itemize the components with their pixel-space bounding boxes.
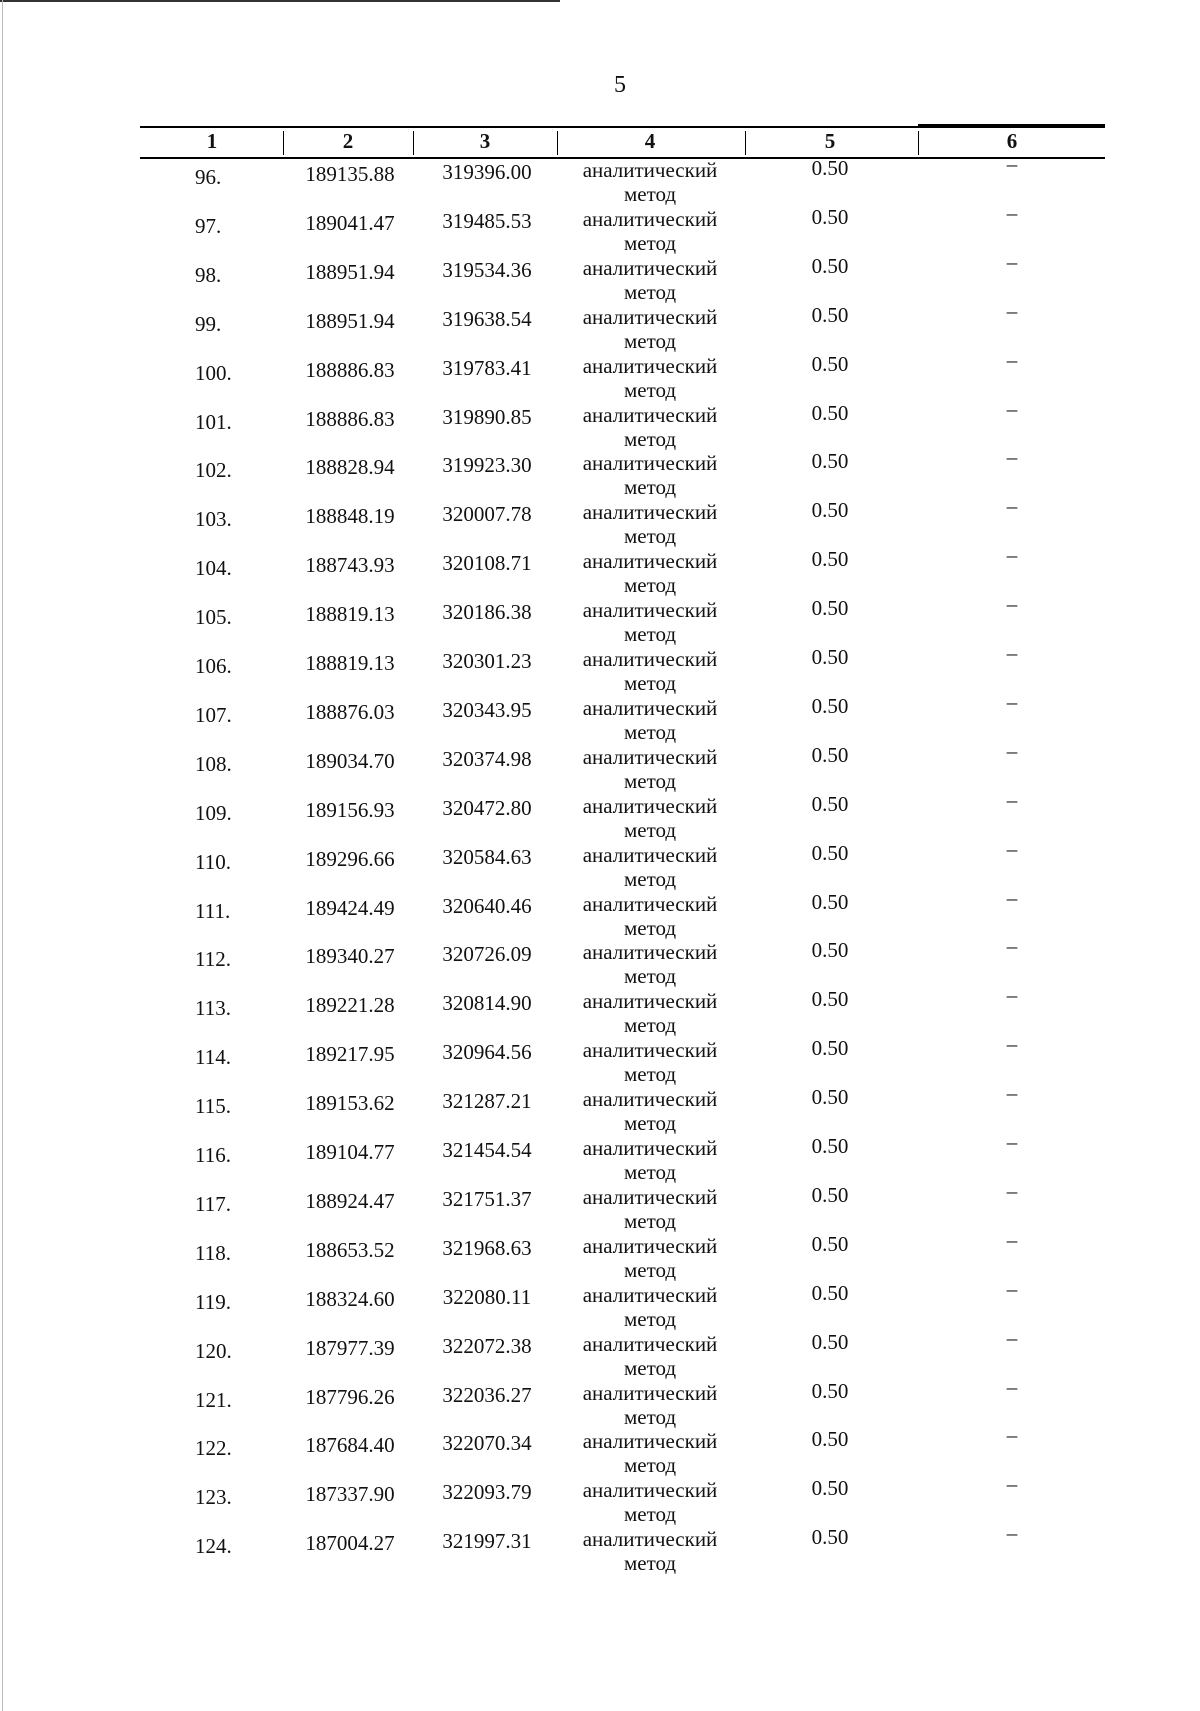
- method-line-1: аналитический: [582, 402, 718, 427]
- cell-point-number: 112.: [195, 947, 231, 972]
- cell-note: –: [1006, 836, 1018, 861]
- method-line-1: аналитический: [582, 940, 718, 965]
- header-col-4: 4: [644, 129, 656, 153]
- cell-coordinate-x: 189104.77: [305, 1140, 395, 1164]
- cell-point-number: 110.: [195, 849, 231, 874]
- method-line-1: аналитический: [582, 255, 718, 280]
- cell-coordinate-y: 320374.98: [442, 746, 532, 771]
- cell-coordinate-y: 322070.34: [442, 1431, 532, 1456]
- cell-accuracy: 0.50: [811, 938, 849, 963]
- cell-method: [560, 1185, 740, 1233]
- method-line-2: метод: [623, 377, 677, 402]
- cell-coordinate-x: 188848.19: [305, 504, 395, 529]
- method-line-1: аналитический: [582, 744, 718, 769]
- cell-point-number: 111.: [195, 898, 231, 923]
- cell-coordinate-x: 189156.93: [305, 797, 395, 822]
- header-col-3: 3: [479, 129, 491, 153]
- cell-coordinate-y: 320186.38: [442, 600, 532, 625]
- method-line-2: метод: [623, 1257, 677, 1282]
- cell-coordinate-x: 188324.60: [305, 1286, 395, 1311]
- cell-coordinate-y: 320007.78: [442, 502, 532, 527]
- method-line-1: аналитический: [582, 353, 718, 378]
- method-line-1: аналитический: [582, 1429, 718, 1454]
- cell-coordinate-x: 187796.26: [305, 1384, 395, 1409]
- cell-point-number: 114.: [195, 1045, 231, 1070]
- method-line-2: метод: [623, 964, 677, 989]
- cell-note: –: [1006, 1276, 1018, 1301]
- method-line-1: аналитический: [582, 647, 718, 671]
- method-line-1: аналитический: [582, 1331, 718, 1356]
- cell-accuracy: 0.50: [811, 1085, 849, 1110]
- header-col-2: 2: [342, 129, 354, 153]
- cell-coordinate-x: 189135.88: [305, 162, 395, 186]
- method-line-2: метод: [623, 719, 677, 744]
- cell-coordinate-y: 320472.80: [442, 795, 532, 820]
- cell-method: [560, 549, 740, 597]
- method-line-1: аналитический: [582, 842, 718, 867]
- cell-point-number: 100.: [195, 360, 232, 385]
- cell-method: [560, 1332, 740, 1380]
- cell-coordinate-y: 322080.11: [442, 1284, 532, 1309]
- header-col-6: 6: [1006, 129, 1018, 153]
- method-line-1: аналитический: [582, 989, 718, 1014]
- cell-point-number: 99.: [195, 311, 222, 336]
- method-line-2: метод: [623, 1160, 677, 1184]
- method-line-2: метод: [623, 230, 677, 255]
- method-line-1: аналитический: [582, 1527, 718, 1552]
- cell-note: –: [1006, 1325, 1018, 1350]
- method-line-1: аналитический: [582, 304, 718, 329]
- cell-point-number: 103.: [195, 507, 232, 532]
- method-line-2: метод: [623, 671, 677, 695]
- cell-accuracy: 0.50: [811, 840, 849, 865]
- method-line-2: метод: [623, 279, 677, 304]
- cell-method: [560, 1087, 740, 1135]
- cell-coordinate-y: 320584.63: [442, 844, 532, 869]
- cell-coordinate-y: 321454.54: [442, 1138, 532, 1162]
- cell-coordinate-x: 188819.13: [305, 651, 395, 675]
- cell-point-number: 104.: [195, 556, 232, 581]
- cell-note: –: [1006, 249, 1018, 274]
- cell-note: –: [1006, 396, 1018, 421]
- cell-coordinate-y: 321287.21: [442, 1089, 532, 1114]
- cell-point-number: 102.: [195, 458, 232, 483]
- cell-coordinate-y: 320640.46: [442, 893, 532, 918]
- cell-coordinate-x: 188819.13: [305, 602, 395, 627]
- cell-point-number: 98.: [195, 262, 222, 287]
- method-line-2: метод: [623, 426, 677, 451]
- method-line-1: аналитический: [582, 500, 718, 525]
- cell-coordinate-x: 189296.66: [305, 846, 395, 871]
- cell-note: –: [1006, 787, 1018, 812]
- cell-coordinate-y: 320726.09: [442, 942, 532, 967]
- cell-method: [560, 647, 740, 695]
- cell-method: [560, 598, 740, 646]
- cell-note: –: [1006, 1081, 1018, 1106]
- method-line-2: метод: [623, 817, 677, 842]
- cell-coordinate-x: 188876.03: [305, 699, 395, 724]
- cell-note: –: [1006, 347, 1018, 372]
- cell-method: [560, 1381, 740, 1429]
- cell-point-number: 122.: [195, 1436, 232, 1461]
- cell-accuracy: 0.50: [811, 1329, 849, 1354]
- cell-point-number: 124.: [195, 1534, 232, 1559]
- method-line-1: аналитический: [582, 891, 718, 916]
- cell-method: [560, 794, 740, 842]
- cell-coordinate-x: 189217.95: [305, 1042, 395, 1067]
- cell-point-number: 109.: [195, 800, 232, 825]
- cell-method: [560, 745, 740, 793]
- cell-method: [560, 354, 740, 402]
- cell-note: –: [1006, 592, 1018, 617]
- cell-method: [560, 696, 740, 744]
- page-number: 5: [614, 72, 626, 98]
- cell-accuracy: 0.50: [811, 1378, 849, 1403]
- method-line-2: метод: [623, 768, 677, 793]
- cell-accuracy: 0.50: [811, 742, 849, 767]
- cell-accuracy: 0.50: [811, 547, 849, 572]
- cell-note: –: [1006, 200, 1018, 225]
- method-line-1: аналитический: [582, 1136, 718, 1160]
- cell-point-number: 123.: [195, 1485, 232, 1510]
- cell-method: [560, 892, 740, 940]
- cell-coordinate-y: 322036.27: [442, 1382, 532, 1407]
- cell-note: –: [1006, 1227, 1018, 1252]
- cell-note: –: [1006, 1374, 1018, 1399]
- method-line-2: метод: [623, 1404, 677, 1429]
- method-line-2: метод: [623, 1355, 677, 1380]
- method-line-1: аналитический: [582, 1038, 718, 1063]
- cell-coordinate-y: 320301.23: [442, 649, 532, 673]
- cell-point-number: 96.: [195, 165, 222, 189]
- cell-note: –: [1006, 1423, 1018, 1448]
- cell-note: –: [1006, 934, 1018, 959]
- cell-note: –: [1006, 494, 1018, 519]
- cell-coordinate-x: 188886.83: [305, 357, 395, 382]
- cell-coordinate-x: 187004.27: [305, 1531, 395, 1556]
- method-line-2: метод: [623, 573, 677, 598]
- cell-method: [560, 1478, 740, 1526]
- cell-point-number: 105.: [195, 605, 232, 630]
- cell-method: [560, 403, 740, 451]
- method-line-2: метод: [623, 524, 677, 549]
- cell-note: –: [1006, 1178, 1018, 1203]
- cell-note: –: [1006, 885, 1018, 910]
- method-line-1: аналитический: [582, 598, 718, 623]
- cell-coordinate-x: 188924.47: [305, 1188, 395, 1213]
- cell-coordinate-y: 319638.54: [442, 306, 532, 331]
- cell-method: [560, 1038, 740, 1086]
- method-line-2: метод: [623, 328, 677, 353]
- cell-coordinate-x: 188828.94: [305, 455, 395, 480]
- cell-accuracy: 0.50: [811, 1427, 849, 1452]
- cell-accuracy: 0.50: [811, 1182, 849, 1207]
- cell-accuracy: 0.50: [811, 156, 849, 180]
- cell-coordinate-x: 187977.39: [305, 1335, 395, 1360]
- cell-coordinate-y: 320964.56: [442, 1040, 532, 1065]
- cell-coordinate-x: 188951.94: [305, 259, 395, 284]
- cell-coordinate-x: 189041.47: [305, 210, 395, 235]
- cell-method: [560, 1283, 740, 1331]
- cell-method: [560, 207, 740, 255]
- method-line-1: аналитический: [582, 549, 718, 574]
- method-line-1: аналитический: [582, 1282, 718, 1307]
- method-line-2: метод: [623, 182, 677, 206]
- cell-point-number: 113.: [195, 996, 231, 1021]
- cell-method: [560, 843, 740, 891]
- cell-coordinate-x: 189034.70: [305, 748, 395, 773]
- cell-point-number: 116.: [195, 1143, 231, 1167]
- cell-coordinate-x: 189340.27: [305, 944, 395, 969]
- method-line-1: аналитический: [582, 1478, 718, 1503]
- method-line-2: метод: [623, 1453, 677, 1478]
- cell-note: –: [1006, 298, 1018, 323]
- cell-point-number: 108.: [195, 751, 232, 776]
- cell-note: –: [1006, 445, 1018, 470]
- cell-note: –: [1006, 738, 1018, 763]
- cell-method: [560, 500, 740, 548]
- method-line-1: аналитический: [582, 1087, 718, 1112]
- cell-coordinate-y: 319534.36: [442, 257, 532, 282]
- method-line-1: аналитический: [582, 451, 718, 476]
- cell-coordinate-x: 187684.40: [305, 1433, 395, 1458]
- cell-point-number: 119.: [195, 1289, 231, 1314]
- method-line-2: метод: [623, 1306, 677, 1331]
- cell-note: –: [1006, 1521, 1018, 1546]
- cell-accuracy: 0.50: [811, 400, 849, 425]
- cell-coordinate-x: 188743.93: [305, 553, 395, 578]
- cell-coordinate-x: 188653.52: [305, 1237, 395, 1262]
- cell-accuracy: 0.50: [811, 351, 849, 376]
- cell-coordinate-x: 188886.83: [305, 406, 395, 431]
- cell-accuracy: 0.50: [811, 987, 849, 1012]
- cell-note: –: [1006, 1130, 1018, 1154]
- cell-point-number: 117.: [195, 1191, 231, 1216]
- cell-method: [560, 158, 740, 206]
- method-line-2: метод: [623, 1502, 677, 1527]
- method-line-1: аналитический: [582, 793, 718, 818]
- cell-coordinate-y: 322072.38: [442, 1333, 532, 1358]
- cell-coordinate-y: 320343.95: [442, 697, 532, 722]
- method-line-2: метод: [623, 622, 677, 647]
- method-line-2: метод: [623, 1551, 677, 1576]
- cell-note: –: [1006, 1032, 1018, 1057]
- cell-coordinate-x: 188951.94: [305, 308, 395, 333]
- cell-coordinate-x: 189153.62: [305, 1091, 395, 1116]
- method-line-1: аналитический: [582, 206, 718, 231]
- cell-coordinate-y: 320814.90: [442, 991, 532, 1016]
- cell-accuracy: 0.50: [811, 791, 849, 816]
- header-col-5: 5: [824, 129, 836, 153]
- cell-accuracy: 0.50: [811, 204, 849, 229]
- method-line-1: аналитический: [582, 158, 718, 182]
- cell-point-number: 121.: [195, 1387, 232, 1412]
- method-line-2: метод: [623, 475, 677, 500]
- method-line-2: метод: [623, 1062, 677, 1087]
- cell-point-number: 106.: [195, 654, 232, 678]
- cell-method: [560, 305, 740, 353]
- cell-accuracy: 0.50: [811, 1280, 849, 1305]
- cell-accuracy: 0.50: [811, 449, 849, 474]
- cell-accuracy: 0.50: [811, 253, 849, 278]
- method-line-2: метод: [623, 1208, 677, 1233]
- cell-coordinate-y: 320108.71: [442, 551, 532, 576]
- cell-coordinate-y: 321968.63: [442, 1235, 532, 1260]
- cell-coordinate-y: 322093.79: [442, 1480, 532, 1505]
- cell-coordinate-x: 189221.28: [305, 993, 395, 1018]
- cell-accuracy: 0.50: [811, 1231, 849, 1256]
- cell-note: –: [1006, 983, 1018, 1008]
- cell-note: –: [1006, 641, 1018, 665]
- cell-point-number: 97.: [195, 213, 222, 238]
- cell-accuracy: 0.50: [811, 889, 849, 914]
- cell-method: [560, 1527, 740, 1575]
- cell-method: [560, 1136, 740, 1184]
- cell-accuracy: 0.50: [811, 596, 849, 621]
- cell-method: [560, 1429, 740, 1477]
- cell-coordinate-y: 319923.30: [442, 453, 532, 478]
- method-line-1: аналитический: [582, 1233, 718, 1258]
- header-col-1: 1: [206, 129, 218, 153]
- cell-note: –: [1006, 689, 1018, 714]
- cell-coordinate-y: 319485.53: [442, 208, 532, 233]
- cell-accuracy: 0.50: [811, 1525, 849, 1550]
- cell-accuracy: 0.50: [811, 1036, 849, 1061]
- method-line-1: аналитический: [582, 1380, 718, 1405]
- cell-accuracy: 0.50: [811, 693, 849, 718]
- cell-accuracy: 0.50: [811, 1134, 849, 1158]
- method-line-1: аналитический: [582, 1184, 718, 1209]
- cell-accuracy: 0.50: [811, 645, 849, 669]
- cell-method: [560, 1234, 740, 1282]
- cell-coordinate-x: 189424.49: [305, 895, 395, 920]
- cell-point-number: 115.: [195, 1094, 231, 1119]
- method-line-2: метод: [623, 1013, 677, 1038]
- cell-coordinate-y: 319890.85: [442, 404, 532, 429]
- cell-method: [560, 451, 740, 499]
- cell-point-number: 107.: [195, 702, 232, 727]
- cell-method: [560, 940, 740, 988]
- cell-note: –: [1006, 543, 1018, 568]
- cell-coordinate-y: 319783.41: [442, 355, 532, 380]
- method-line-2: метод: [623, 915, 677, 940]
- cell-coordinate-y: 319396.00: [442, 160, 532, 184]
- cell-method: [560, 989, 740, 1037]
- cell-point-number: 118.: [195, 1240, 231, 1265]
- cell-point-number: 120.: [195, 1338, 232, 1363]
- cell-accuracy: 0.50: [811, 1476, 849, 1501]
- method-line-1: аналитический: [582, 695, 718, 720]
- cell-point-number: 101.: [195, 409, 232, 434]
- cell-method: [560, 256, 740, 304]
- cell-accuracy: 0.50: [811, 302, 849, 327]
- method-line-2: метод: [623, 866, 677, 891]
- cell-coordinate-y: 321751.37: [442, 1186, 532, 1211]
- cell-accuracy: 0.50: [811, 498, 849, 523]
- cell-note: –: [1006, 152, 1018, 176]
- cell-coordinate-x: 187337.90: [305, 1482, 395, 1507]
- cell-note: –: [1006, 1472, 1018, 1497]
- method-line-2: метод: [623, 1111, 677, 1136]
- cell-coordinate-y: 321997.31: [442, 1529, 532, 1554]
